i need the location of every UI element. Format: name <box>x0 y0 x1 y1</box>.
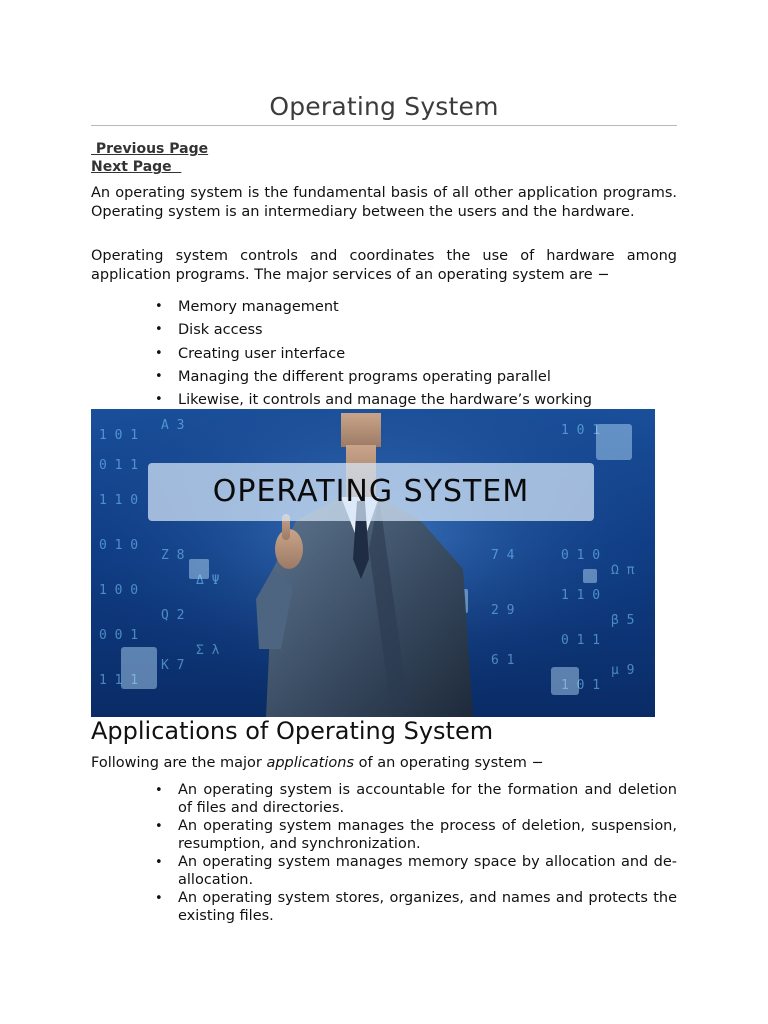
services-list <box>91 298 677 414</box>
bullet-icon: • <box>155 819 163 834</box>
list-item <box>91 345 677 368</box>
intro-text-after: of an operating system − <box>354 755 544 771</box>
application-text: An operating system is accountable for the formation and deletion of files and directories. <box>178 782 677 816</box>
service-text: Likewise, it controls and manage the hardware’s working <box>178 392 592 409</box>
list-item <box>91 368 677 391</box>
service-text: Managing the different programs operating parallel <box>178 368 551 385</box>
list-item <box>91 818 677 853</box>
svg-text:0 0 1: 0 0 1 <box>99 628 139 643</box>
svg-text:7 4: 7 4 <box>491 548 515 563</box>
list-item <box>91 890 677 925</box>
next-page-link[interactable]: Next Page <box>91 159 182 175</box>
list-item <box>91 782 677 817</box>
intro-emphasis: applications <box>266 755 355 771</box>
bullet-icon: • <box>155 322 163 338</box>
bullet-icon: • <box>155 368 163 384</box>
list-item <box>91 854 677 889</box>
svg-text:Δ Ψ: Δ Ψ <box>196 573 220 588</box>
svg-text:1 1 1: 1 1 1 <box>99 673 139 688</box>
bullet-icon: • <box>155 855 163 870</box>
svg-text:1 0 1: 1 0 1 <box>561 423 601 438</box>
bullet-icon: • <box>155 345 163 361</box>
title-divider <box>91 125 677 126</box>
hero-illustration <box>91 409 655 717</box>
hero-banner-text: OPERATING SYSTEM <box>212 474 530 509</box>
service-text: Memory management <box>178 299 339 315</box>
previous-page-link[interactable]: Previous Page <box>91 141 209 157</box>
page-title: Operating System <box>269 92 499 121</box>
bullet-icon: • <box>155 891 163 906</box>
bullet-icon: • <box>155 392 163 408</box>
svg-text:K 7: K 7 <box>161 658 185 673</box>
list-item <box>91 321 677 344</box>
svg-text:A 3: A 3 <box>161 418 185 433</box>
application-text: An operating system manages the process of deletion, suspension, resumption, and synchronization. <box>178 818 677 852</box>
application-text: An operating system manages memory space by allocation and de-allocation. <box>178 854 677 888</box>
bullet-icon: • <box>155 783 163 798</box>
svg-text:1 0 0: 1 0 0 <box>99 583 139 598</box>
applications-intro <box>91 754 677 773</box>
intro-text-before: Following are the major <box>91 755 267 771</box>
svg-text:1 0 1: 1 0 1 <box>99 428 139 443</box>
intro-paragraph: An operating system is the fundamental basis of all other application programs. Operating system is an intermediary between the users and the hardware. <box>91 185 677 220</box>
svg-text:β 5: β 5 <box>611 613 635 628</box>
svg-text:Σ λ: Σ λ <box>196 643 220 658</box>
svg-text:1 1 0: 1 1 0 <box>99 493 139 508</box>
list-item <box>91 298 677 321</box>
services-intro-paragraph: Operating system controls and coordinates the use of hardware among application programs. The major services of an operating system are − <box>91 248 677 283</box>
svg-text:Q 2: Q 2 <box>161 608 185 623</box>
applications-list <box>91 782 677 926</box>
svg-text:μ 9: μ 9 <box>611 663 635 678</box>
application-text: An operating system stores, organizes, and names and protects the existing files. <box>178 890 677 924</box>
service-text: Creating user interface <box>178 345 346 362</box>
svg-text:Ω π: Ω π <box>611 563 635 578</box>
svg-text:1 1 0: 1 1 0 <box>561 588 601 603</box>
svg-text:Z 8: Z 8 <box>161 548 185 563</box>
svg-text:2 9: 2 9 <box>491 603 515 618</box>
svg-text:0 1 1: 0 1 1 <box>561 633 601 648</box>
svg-text:6 1: 6 1 <box>491 653 515 668</box>
svg-text:0 1 0: 0 1 0 <box>99 538 139 553</box>
svg-text:0 1 1: 0 1 1 <box>99 458 139 473</box>
svg-text:1 0 1: 1 0 1 <box>561 678 601 693</box>
operating-system-hero-image <box>91 409 655 717</box>
service-text: Disk access <box>178 322 263 339</box>
applications-heading: Applications of Operating System <box>91 717 494 745</box>
svg-text:0 1 0: 0 1 0 <box>561 548 601 563</box>
bullet-icon: • <box>155 299 163 314</box>
